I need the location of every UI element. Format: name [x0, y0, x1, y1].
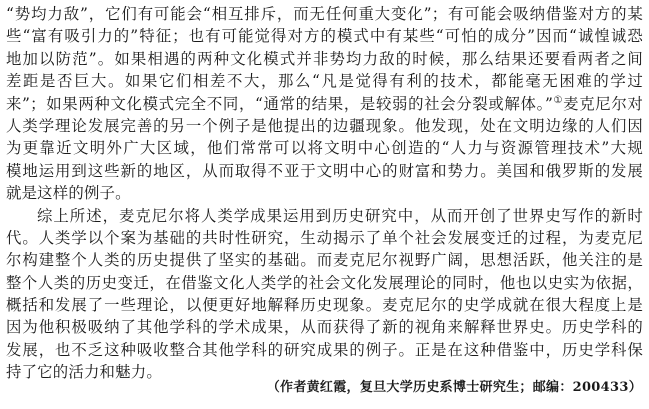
paragraph-2-line-5: 概括和发展了一些理论，以便更好地解释历史现象。麦克尼尔的史学成就在很大程度上是 [6, 296, 643, 315]
paragraph-1-line-9: 就是这样的例子。 [6, 184, 131, 203]
paragraph-1-line-5-tail: 麦克尼尔对 [563, 94, 643, 113]
paragraph-1-line-5 [6, 93, 643, 115]
paragraph-2-line-8: 持了它的活力和魅力。 [6, 363, 162, 382]
article-body [6, 3, 643, 384]
paragraph-2-line-7: 发展，也不乏这种吸收整合其他学科的研究成果的例子。正是在这种借鉴中，历史学科保 [6, 340, 643, 359]
paragraph-1-line-1: “势均力敌”，它们有可能会“相互排斥，而无任何重大变化”；有可能会吸纳借鉴对方的某 [6, 5, 643, 23]
paragraph-1-line-7: 为更靠近文明外广大区域，他们常常可以将文明中心创造的“人力与资源管理技术”大规 [6, 139, 643, 158]
paragraph-1-line-3: 地加以防范”。如果相遇的两种文化模式并非势均力敌的时候，那么结果还要看两者之间 [6, 49, 643, 68]
paragraph-2-line-3: 尔构建整个人类的历史提供了坚实的基础。而麦克尼尔视野广阔，思想活跃，他关注的是 [6, 251, 643, 270]
paragraph-1-line-5-text: 来”；如果两种文化模式完全不同，“通常的结果，是较弱的社会分裂或解体。” [6, 94, 554, 113]
author-note: （作者黄红霞，复旦大学历史系博士研究生；邮编：200433） [266, 380, 642, 395]
paragraph-2-line-1: 综上所述，麦克尼尔将人类学成果运用到历史研究中，从而开创了世界史写作的新时 [37, 206, 643, 225]
paragraph-2-line-2: 代。人类学以个案为基础的共时性研究，生动揭示了单个社会发展变迁的过程，为麦克尼 [6, 228, 643, 247]
paragraph-1-line-8: 模地运用到这些新的地区，从而取得不亚于文明中心的财富和势力。美国和俄罗斯的发展 [6, 161, 643, 180]
footnote-marker: ① [553, 94, 564, 106]
paragraph-2-line-6: 因为他积极吸纳了其他学科的学术成果，从而获得了新的视角来解释世界史。历史学科的 [6, 318, 643, 337]
paragraph-1-line-6: 人类学理论发展完善的另一个例子是他提出的边疆现象。他发现，处在文明边缘的人们因 [6, 116, 643, 135]
paragraph-2-line-4: 整个人类的历史变迁，在借鉴文化人类学的社会文化发展理论的同时，他也以史实为依据， [6, 273, 643, 292]
paragraph-1-line-2: 些“富有吸引力的”特征；也有可能觉得对方的模式中有某些“可怕的成分”因而“诚惶诚恐 [6, 27, 643, 46]
paragraph-1-line-4: 差距是否巨大。如果它们相差不大，那么“凡是觉得有利的技术，都能毫无困难的学过 [6, 72, 643, 91]
